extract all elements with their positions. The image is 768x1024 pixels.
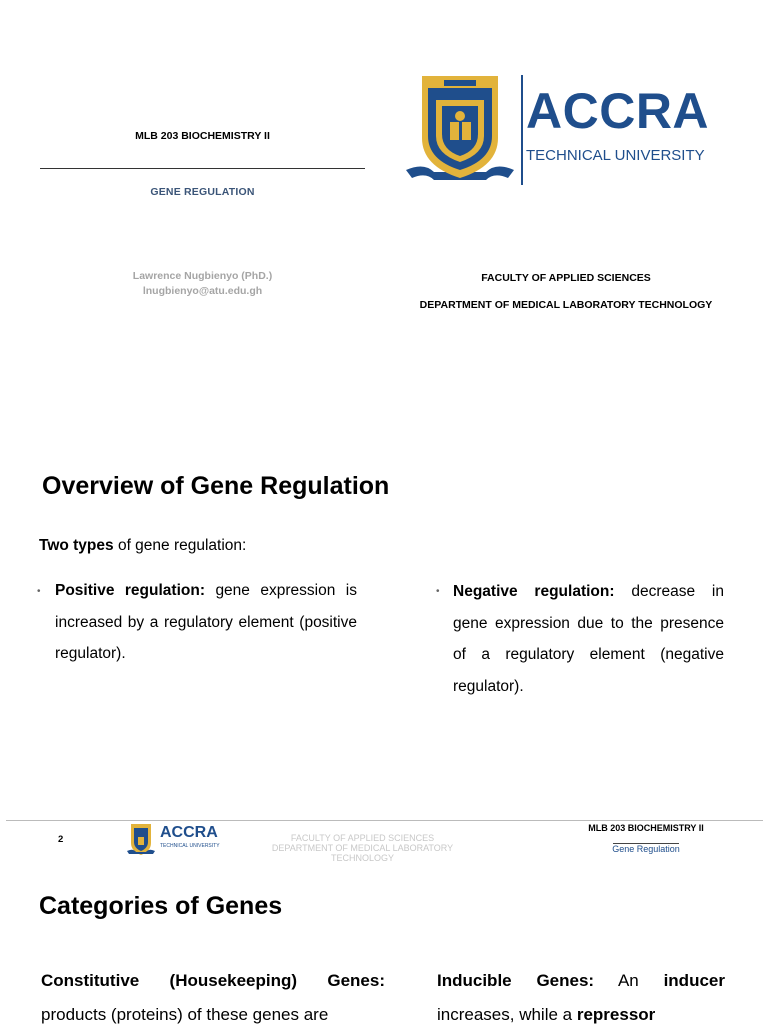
- inducer-term: inducer: [663, 971, 725, 990]
- footer-course: MLB 203 BIOCHEMISTRY II: [588, 823, 704, 833]
- author-email: lnugbienyo@atu.edu.gh: [142, 285, 263, 297]
- inducible-genes-label: Inducible Genes:: [437, 971, 595, 990]
- page-number: 2: [58, 834, 64, 845]
- logo-wordmark: ACCRA: [526, 83, 710, 139]
- mini-wordmark: ACCRA: [160, 824, 218, 841]
- university-crest-logo: [404, 74, 516, 186]
- course-title: MLB 203 BIOCHEMISTRY II: [135, 130, 270, 142]
- footer-divider: [6, 820, 763, 821]
- logo-subline: TECHNICAL UNIVERSITY: [526, 147, 705, 164]
- positive-regulation-text: gene expression is increased by a regulatory element (positive regulator).: [55, 582, 357, 662]
- bullet-icon: •: [436, 586, 440, 597]
- inducible-genes-body-1: An: [594, 971, 664, 990]
- footer-department-line: DEPARTMENT OF MEDICAL LABORATORY TECHNOLOGY: [271, 843, 454, 863]
- positive-regulation-bullet: [55, 575, 357, 670]
- constitutive-genes-text: [41, 964, 385, 1024]
- footer-mini-logo: [127, 822, 222, 858]
- categories-heading: Categories of Genes: [39, 892, 283, 920]
- mini-subline: TECHNICAL UNIVERSITY: [160, 843, 220, 849]
- negative-regulation-bullet: [453, 576, 724, 702]
- bullet-icon: •: [37, 586, 41, 597]
- intro-rest: of gene regulation:: [113, 537, 247, 554]
- footer-topic: Gene Regulation: [612, 844, 680, 854]
- constitutive-genes-body: products (proteins) of these genes are: [41, 1005, 329, 1024]
- overview-heading: Overview of Gene Regulation: [42, 472, 390, 500]
- mini-crest-icon: [127, 823, 155, 857]
- intro-line: [39, 537, 246, 555]
- footer-faculty: [240, 833, 485, 863]
- topic-title: GENE REGULATION: [150, 186, 255, 198]
- inducible-genes-text: [437, 964, 725, 1024]
- negative-regulation-label: Negative regulation:: [453, 583, 615, 600]
- inducible-genes-body-2: increases, while a: [437, 1005, 577, 1024]
- negative-regulation-text: decrease in gene expression due to the presence of a regulatory element (negative regulator).: [453, 583, 724, 695]
- author-name: Lawrence Nugbienyo (PhD.): [132, 270, 273, 282]
- positive-regulation-label: Positive regulation:: [55, 582, 205, 599]
- constitutive-genes-label: Constitutive (Housekeeping) Genes:: [41, 971, 385, 990]
- faculty-name: FACULTY OF APPLIED SCIENCES: [481, 272, 651, 284]
- repressor-term: repressor: [576, 1005, 656, 1024]
- department-name: DEPARTMENT OF MEDICAL LABORATORY TECHNOLOGY: [419, 299, 713, 311]
- author-block: [40, 269, 365, 299]
- intro-bold: Two types: [39, 537, 114, 554]
- footer-faculty-line: FACULTY OF APPLIED SCIENCES: [290, 833, 435, 843]
- logo-divider-bar: [521, 75, 523, 185]
- title-divider: [40, 168, 365, 169]
